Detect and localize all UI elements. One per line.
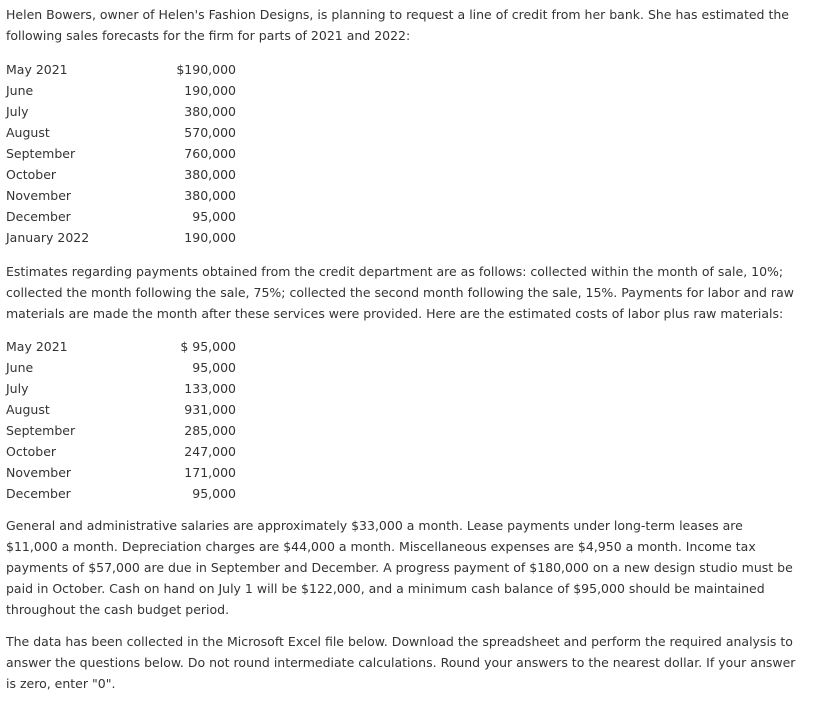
labor-month: November [6, 465, 72, 480]
sales-month: December [6, 209, 71, 224]
sales-forecast-table [6, 59, 236, 248]
table-row [6, 164, 236, 185]
table-row [6, 122, 236, 143]
sales-amount: 570,000 [184, 125, 236, 140]
table-row [6, 206, 236, 227]
labor-month: May 2021 [6, 339, 68, 354]
labor-month: June [6, 360, 34, 375]
general-expenses-paragraph: General and administrative salaries are approximately $33,000 a month. Lease payments under long-term leases are $11,000 a month. Depreciation charges are $44,000 a month. Miscellaneous expenses are $4,950 a month. Income tax payments of $57,000 are due in September and December. A progress payment of $180,000 on a new design studio must be paid in October. Cash on hand on July 1 will be $122,000, and a minimum cash balance of $95,000 should be maintained throughout the cash budget period. [6, 518, 793, 617]
sales-month: June [6, 83, 34, 98]
estimates-paragraph: Estimates regarding payments obtained from the credit department are as follows: collected within the month of sale, 10%; collected the month following the sale, 75%; collected the second month following the sale, 15%. Payments for labor and raw materials are made the month after these services were provided. Here are the estimated costs of labor plus raw materials: [6, 264, 794, 321]
labor-amount: 285,000 [184, 423, 236, 438]
sales-month: October [6, 167, 57, 182]
table-row [6, 441, 236, 462]
labor-amount: $ 95,000 [180, 339, 236, 354]
table-row [6, 420, 236, 441]
labor-amount: 95,000 [192, 360, 236, 375]
labor-costs-table [6, 336, 236, 504]
sales-amount: 380,000 [184, 167, 236, 182]
labor-month: September [6, 423, 76, 438]
sales-amount: 380,000 [184, 104, 236, 119]
table-row [6, 59, 236, 80]
intro-paragraph: Helen Bowers, owner of Helen's Fashion Designs, is planning to request a line of credit from her bank. She has estimated the following sales forecasts for the firm for parts of 2021 and 2022: [6, 7, 789, 43]
labor-month: October [6, 444, 57, 459]
sales-amount: 760,000 [184, 146, 236, 161]
labor-amount: 247,000 [184, 444, 236, 459]
labor-amount: 171,000 [184, 465, 236, 480]
table-row [6, 80, 236, 101]
table-row [6, 227, 236, 248]
sales-amount: 190,000 [184, 230, 236, 245]
labor-month: December [6, 486, 71, 501]
sales-amount: 190,000 [184, 83, 236, 98]
table-row [6, 462, 236, 483]
labor-month: July [6, 381, 29, 396]
sales-amount: 95,000 [192, 209, 236, 224]
table-row [6, 483, 236, 504]
table-row [6, 143, 236, 164]
sales-month: November [6, 188, 72, 203]
sales-month: May 2021 [6, 62, 68, 77]
sales-month: August [6, 125, 50, 140]
labor-amount: 133,000 [184, 381, 236, 396]
table-row [6, 378, 236, 399]
instructions-paragraph: The data has been collected in the Microsoft Excel file below. Download the spreadsheet and perform the required analysis to answer the questions below. Do not round intermediate calculations. Round your answers to the nearest dollar. If your answer is zero, enter "0". [6, 634, 796, 691]
sales-month: September [6, 146, 76, 161]
sales-amount: $190,000 [176, 62, 236, 77]
table-row [6, 357, 236, 378]
labor-amount: 95,000 [192, 486, 236, 501]
sales-amount: 380,000 [184, 188, 236, 203]
labor-month: August [6, 402, 50, 417]
table-row [6, 336, 236, 357]
sales-month: July [6, 104, 29, 119]
labor-amount: 931,000 [184, 402, 236, 417]
sales-month: January 2022 [6, 230, 90, 245]
table-row [6, 101, 236, 122]
table-row [6, 185, 236, 206]
table-row [6, 399, 236, 420]
